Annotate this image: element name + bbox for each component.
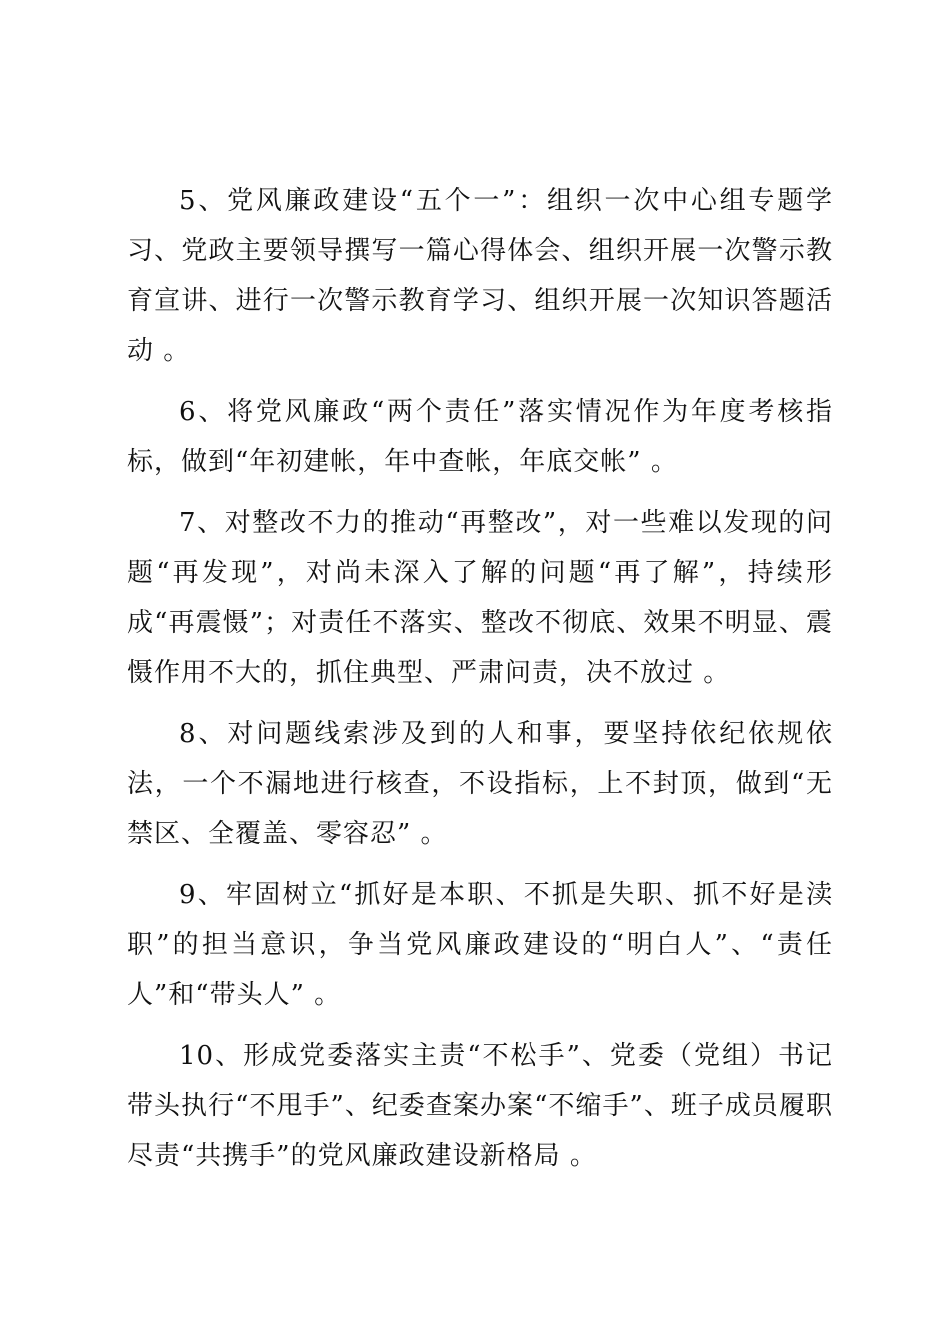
paragraph-item-10: 10、形成党委落实主责“不松手”、党委（党组）书记带头执行“不甩手”、纪委查案办案“不缩手”、班子成员履职尽责“共携手”的党风廉政建设新格局 。 (127, 1041, 833, 1171)
paragraph-item-9: 9、牢固树立“抓好是本职、不抓是失职、抓不好是渎职”的担当意识，争当党风廉政建设的“明白人”、“责任人”和“带头人” 。 (127, 880, 833, 1010)
paragraph-item-5: 5、党风廉政建设“五个一”：组织一次中心组专题学习、党政主要领导撰写一篇心得体会、组织开展一次警示教育宣讲、进行一次警示教育学习、组织开展一次知识答题活动 。 (127, 186, 833, 366)
paragraph-item-6: 6、将党风廉政“两个责任”落实情况作为年度考核指标，做到“年初建帐，年中查帐，年底交帐” 。 (127, 397, 833, 477)
paragraph-item-7: 7、对整改不力的推动“再整改”，对一些难以发现的问题“再发现”，对尚未深入了解的问题“再了解”，持续形成“再震慑”；对责任不落实、整改不彻底、效果不明显、震慑作用不大的，抓住典型、严肃问责，决不放过 。 (127, 508, 833, 688)
paragraph-item-8: 8、对问题线索涉及到的人和事，要坚持依纪依规依法，一个不漏地进行核查，不设指标，上不封顶，做到“无禁区、全覆盖、零容忍” 。 (127, 719, 833, 849)
document-body (127, 176, 833, 1192)
